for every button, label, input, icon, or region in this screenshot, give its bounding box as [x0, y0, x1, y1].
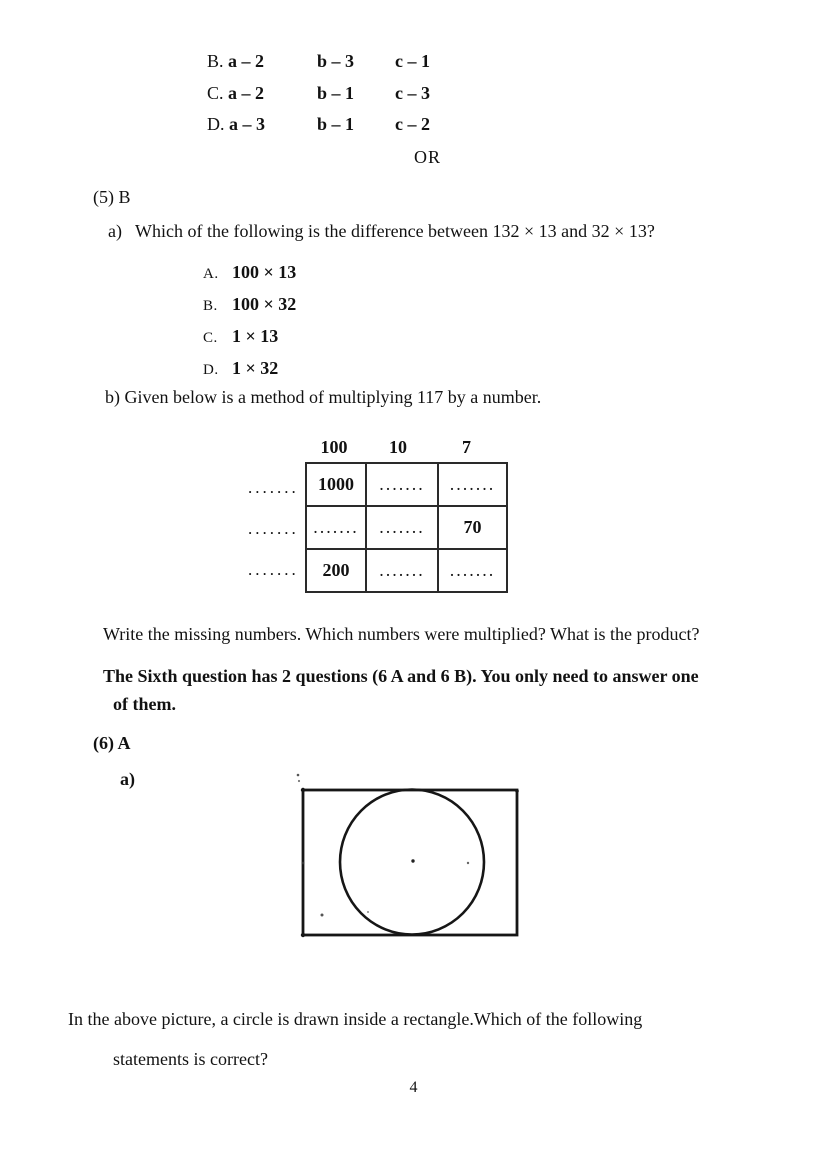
option-part-b: b – 3	[317, 51, 355, 71]
option-value: 100 × 32	[232, 294, 297, 314]
q5a-option-d	[203, 358, 278, 380]
q5a-option-c	[203, 326, 278, 348]
table-cell: .......	[366, 463, 438, 506]
table-row-label: .......	[248, 560, 299, 579]
q5a-option-b	[203, 294, 296, 316]
option-value: 100 × 13	[232, 262, 297, 282]
scan-speck	[298, 780, 300, 782]
corner-mark	[301, 788, 305, 792]
part-marker: a)	[108, 221, 122, 241]
option-part-c: c – 1	[395, 51, 430, 71]
table-header-7: 7	[462, 437, 471, 457]
question6a-text-line2: statements is correct?	[113, 1049, 268, 1069]
option-letter: B.	[203, 298, 218, 314]
table-cell: 200	[306, 549, 366, 592]
table-row	[306, 549, 507, 592]
question5b-intro: b) Given below is a method of multiplying 117 by a number.	[105, 387, 542, 407]
table-row	[306, 463, 507, 506]
option-part-b: b – 1	[317, 114, 355, 134]
instruction-note-line2: of them.	[113, 694, 176, 714]
question5a-text	[108, 221, 655, 243]
q5a-option-a	[203, 262, 296, 284]
option-part-c: c – 3	[395, 83, 430, 103]
option-letter: B.	[207, 51, 224, 71]
table-row-label: .......	[248, 478, 299, 497]
option-letter: C.	[207, 83, 224, 103]
option-part-c: c – 2	[395, 114, 430, 134]
corner-mark	[515, 789, 519, 793]
option-value: 1 × 32	[232, 358, 279, 378]
question5-heading: (5) B	[93, 187, 131, 207]
table-header-100: 100	[320, 437, 348, 457]
option-part-a: a – 3	[229, 114, 265, 134]
table-cell: .......	[366, 506, 438, 549]
table-row-label: .......	[248, 519, 299, 538]
scan-speck	[297, 774, 300, 777]
instruction-note-line1: The Sixth question has 2 questions (6 A and 6 B). You only need to answer one	[103, 666, 699, 686]
table-cell: .......	[366, 549, 438, 592]
table-row	[306, 506, 507, 549]
answer-row-d	[207, 114, 430, 136]
option-letter: A.	[203, 266, 219, 282]
option-part-a: a – 2	[228, 83, 265, 103]
option-letter: C.	[203, 330, 218, 346]
scan-speck	[321, 914, 324, 917]
answer-row-b	[207, 51, 430, 73]
scan-speck	[467, 862, 469, 864]
table-cell: 70	[438, 506, 507, 549]
table-cell: .......	[438, 463, 507, 506]
option-letter: D.	[207, 114, 225, 134]
page-number: 4	[409, 1079, 418, 1096]
corner-mark	[301, 933, 305, 937]
scan-speck	[367, 911, 369, 913]
or-separator: OR	[414, 147, 442, 167]
option-part-b: b – 1	[317, 83, 355, 103]
table-cell: 1000	[306, 463, 366, 506]
question6a-text-line1: In the above picture, a circle is drawn inside a rectangle.Which of the following	[68, 1009, 643, 1029]
center-dot	[411, 859, 414, 862]
option-value: 1 × 13	[232, 326, 279, 346]
question6-heading: (6) A	[93, 733, 131, 753]
multiplication-table	[305, 462, 508, 593]
question-text: Which of the following is the difference between 132 × 13 and 32 × 13?	[134, 221, 655, 241]
answer-row-c	[207, 83, 430, 105]
circle-in-rectangle-figure	[288, 766, 533, 951]
option-letter: D.	[203, 362, 219, 378]
question5b-task: Write the missing numbers. Which numbers were multiplied? What is the product?	[103, 624, 700, 644]
scan-speck	[302, 862, 305, 865]
option-part-a: a – 2	[228, 51, 265, 71]
table-cell: .......	[306, 506, 366, 549]
table-header-10: 10	[389, 437, 407, 457]
table-cell: .......	[438, 549, 507, 592]
question6a-marker: a)	[120, 769, 135, 789]
